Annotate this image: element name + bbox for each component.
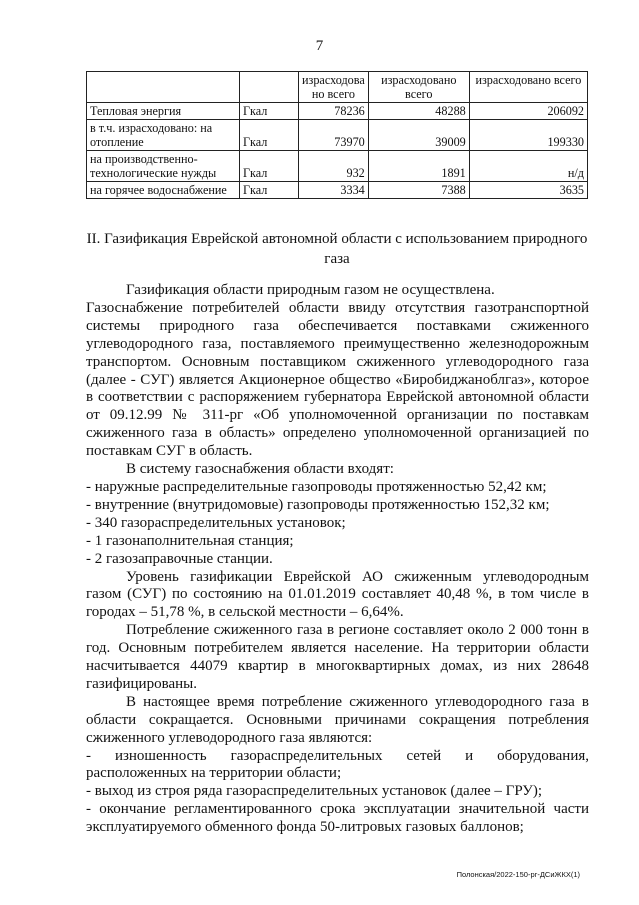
row-unit: Гкал	[240, 182, 299, 199]
row-unit: Гкал	[240, 103, 299, 120]
heat-energy-table	[86, 71, 588, 199]
table-row	[87, 103, 588, 120]
list-item: - изношенность газораспределительных сетей и оборудования, расположенных на территории области;	[86, 747, 589, 782]
row-name: на производственно-технологические нужды	[87, 151, 240, 182]
row-value: 78236	[299, 103, 369, 120]
row-value: н/д	[469, 151, 587, 182]
page-number: 7	[315, 38, 324, 54]
paragraph: Газоснабжение потребителей области ввиду отсутствия газотранспортной системы природного газа обеспечивается поставками сжиженного углеводородного газа, поставляемого преимущественно железнодорожным транспортом. Основным поставщиком сжиженного углеводородного газа (далее - СУГ) является Акционерное общество «Биробиджаноблгаз», которое в соответствии с распоряжением губернатора Еврейской автономной области от 09.12.99 № 311-рг «Об уполномоченной организации по поставкам сжиженного газа в область» определено уполномоченной организацией по поставкам СУГ в область.	[86, 299, 589, 460]
row-value: 199330	[469, 120, 587, 151]
row-value: 932	[299, 151, 369, 182]
row-value: 48288	[368, 103, 469, 120]
paragraph: В настоящее время потребление сжиженного углеводородного газа в области сокращается. Основными причинами сокращения потребления сжиженного углеводородного газа являются:	[86, 693, 589, 746]
row-value: 206092	[469, 103, 587, 120]
table-header-cell	[87, 72, 240, 103]
table-row	[87, 151, 588, 182]
row-value: 3635	[469, 182, 587, 199]
table-header-cell	[240, 72, 299, 103]
table-row	[87, 182, 588, 199]
list-item: - окончание регламентированного срока эксплуатации значительной части эксплуатируемого обменного фонда 50-литровых газовых баллонов;	[86, 801, 589, 836]
row-unit: Гкал	[240, 120, 299, 151]
row-value: 39009	[368, 120, 469, 151]
section-title: II. Газификация Еврейской автономной области с использованием природного газа	[86, 231, 588, 267]
list-item: - выход из строя ряда газораспределительных установок (далее – ГРУ);	[86, 783, 543, 800]
row-value: 1891	[368, 151, 469, 182]
row-unit: Гкал	[240, 151, 299, 182]
document-body	[86, 282, 589, 837]
row-name: на горячее водоснабжение	[87, 182, 240, 199]
paragraph: Потребление сжиженного газа в регионе составляет около 2 000 тонн в год. Основным потребителем является население. На территории области насчитывается 44079 квартир в многоквартирных домах, из них 28648 газифицированы.	[86, 622, 589, 692]
document-footer-code: Полонская/2022-150-рг-ДСиЖКХ(1)	[456, 870, 580, 879]
row-value: 73970	[299, 120, 369, 151]
row-value: 7388	[368, 182, 469, 199]
paragraph: В систему газоснабжения области входят:	[126, 461, 394, 478]
paragraph: Газификация области природным газом не осуществлена.	[126, 282, 495, 298]
table-header-cell: израсходовано всего	[368, 72, 469, 103]
list-item: - 340 газораспределительных установок;	[86, 514, 346, 531]
row-value: 3334	[299, 182, 369, 199]
list-item: - наружные распределительные газопроводы протяженностью 52,42 км;	[86, 478, 547, 495]
table-header-cell: израсходова но всего	[299, 72, 369, 103]
list-item: - 2 газозаправочные станции.	[86, 550, 273, 567]
list-item: - внутренние (внутридомовые) газопроводы протяженностью 152,32 км;	[86, 496, 550, 513]
row-name: Тепловая энергия	[87, 103, 240, 120]
list-item: - 1 газонаполнительная станция;	[86, 532, 294, 549]
row-name: в т.ч. израсходовано: на отопление	[87, 120, 240, 151]
table-header-cell: израсходовано всего	[469, 72, 587, 103]
table-row	[87, 120, 588, 151]
table-header-row	[87, 72, 588, 103]
paragraph: Уровень газификации Еврейской АО сжиженным углеводородным газом (СУГ) по состоянию на 01.01.2019 составляет 40,48 %, в том числе в городах – 51,78 %, в сельской местности – 6,64%.	[86, 568, 589, 621]
